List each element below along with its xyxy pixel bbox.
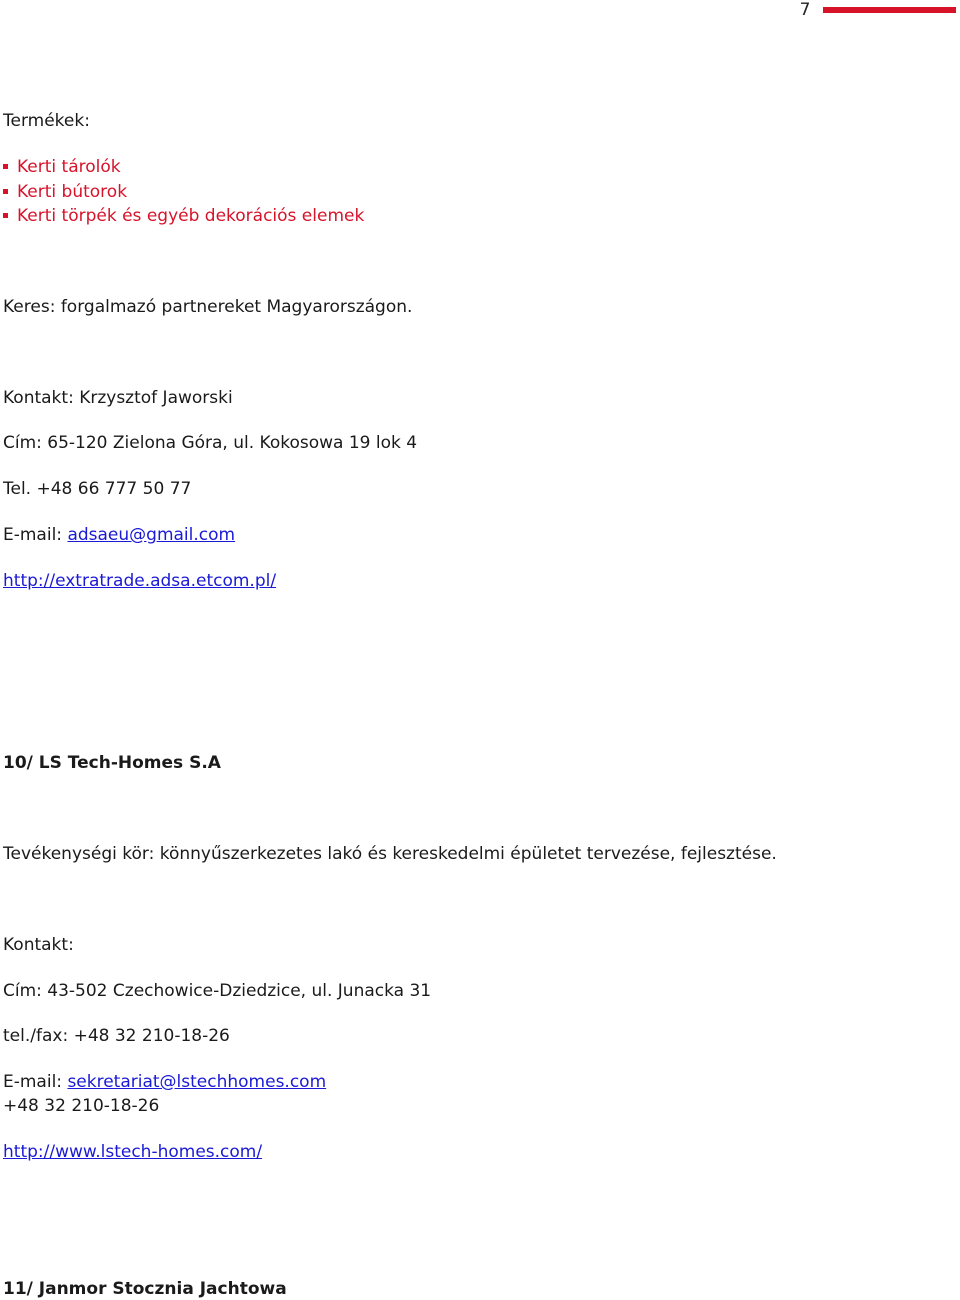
product-item-label: Kerti törpék és egyéb dekorációs elemek <box>17 206 365 226</box>
product-list <box>3 155 364 229</box>
email-link[interactable]: sekretariat@lstechhomes.com <box>67 1072 327 1092</box>
product-item-label: Kerti bútorok <box>17 181 128 202</box>
company-phone-2: +48 32 210-18-26 <box>3 1096 160 1116</box>
company-heading: 11/ Janmor Stocznia Jachtowa <box>3 1279 287 1299</box>
products-heading: Termékek: <box>3 111 90 131</box>
company-activity: Tevékenységi kör: könnyűszerkezetes lakó és kereskedelmi épületet tervezése, fejlesztése. <box>3 844 777 864</box>
contact-website-row <box>3 570 276 592</box>
company-address: Cím: 43-502 Czechowice-Dziedzice, ul. Junacka 31 <box>3 981 432 1001</box>
contact-person: Kontakt: Krzysztof Jaworski <box>3 388 233 408</box>
page-number: 7 <box>799 0 811 20</box>
email-label: E-mail: <box>3 1072 68 1092</box>
website-link[interactable]: http://extratrade.adsa.etcom.pl/ <box>3 571 277 591</box>
square-bullet-icon <box>3 164 8 169</box>
contact-phone: Tel. +48 66 777 50 77 <box>3 479 192 499</box>
company-contact-label: Kontakt: <box>3 935 74 955</box>
seeking-text: Keres: forgalmazó partnereket Magyarországon. <box>3 297 413 317</box>
square-bullet-icon <box>3 189 8 194</box>
company-phone-fax: tel./fax: +48 32 210-18-26 <box>3 1026 230 1046</box>
company-email-row <box>3 1071 326 1093</box>
contact-address: Cím: 65-120 Zielona Góra, ul. Kokosowa 19 lok 4 <box>3 433 418 453</box>
square-bullet-icon <box>3 213 8 218</box>
company-heading: 10/ LS Tech-Homes S.A <box>3 753 221 773</box>
list-item <box>3 204 364 229</box>
email-label: E-mail: <box>3 525 68 545</box>
website-link[interactable]: http://www.lstech-homes.com/ <box>3 1142 263 1162</box>
product-item-label: Kerti tárolók <box>17 157 121 177</box>
contact-email-row <box>3 524 235 546</box>
company-website-row <box>3 1141 262 1163</box>
email-link[interactable]: adsaeu@gmail.com <box>67 525 236 545</box>
list-item <box>3 155 364 180</box>
list-item <box>3 180 364 205</box>
header-accent-bar <box>823 7 956 13</box>
